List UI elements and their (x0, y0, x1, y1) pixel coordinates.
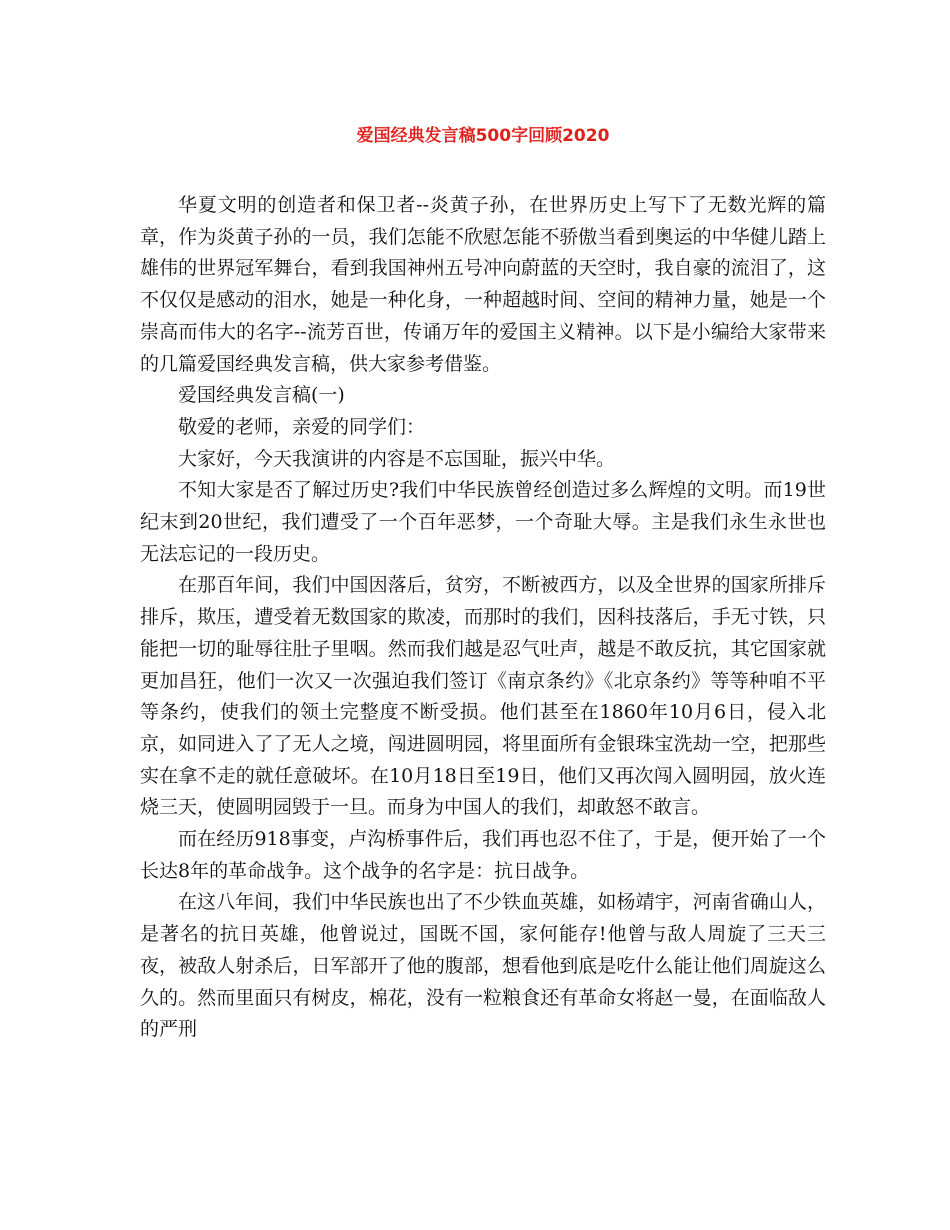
paragraph: 在这八年间，我们中华民族也出了不少铁血英雄，如杨靖宇，河南省确山人，是著名的抗日英雄，他曾说过，国既不国，家何能存!他曾与敌人周旋了三天三夜，被敌人射杀后，日军部开了他的腹部，想看他到底是吃什么能让他们周旋这么久的。然而里面只有树皮，棉花，没有一粒粮食还有革命女将赵一曼，在面临敌人的严刑 (140, 891, 826, 1041)
paragraph: 在那百年间，我们中国因落后，贫穷，不断被西方，以及全世界的国家所排斥排斥，欺压，遭受着无数国家的欺凌，而那时的我们，因科技落后，手无寸铁，只能把一切的耻辱往肚子里咽。然而我们越是忍气吐声，越是不敢反抗，其它国家就更加昌狂，他们一次又一次强迫我们签订《南京条约》《北京条约》等等种咱不平等条约，使我们的领土完整度不断受损。他们甚至在1860年10月6日，侵入北京，如同进入了了无人之境，闯进圆明园，将里面所有金银珠宝洗劫一空，把那些实在拿不走的就任意破坏。在10月18日至19日，他们又再次闯入圆明园，放火连烧三天，使圆明园毁于一旦。而身为中国人的我们，却敢怒不敢言。 (140, 574, 826, 819)
paragraph: 而在经历918事变，卢沟桥事件后，我们再也忍不住了，于是，便开始了一个长达8年的革命战争。这个战争的名字是：抗日战争。 (140, 828, 826, 882)
paragraph-heading: 爱国经典发言稿(一) (178, 384, 345, 407)
document-title: 爱国经典发言稿500字回顾2020 (356, 126, 610, 146)
document-body (140, 190, 826, 1046)
paragraph-salutation: 敬爱的老师，亲爱的同学们： (178, 415, 426, 438)
paragraph-greeting: 大家好，今天我演讲的内容是不忘国耻，振兴中华。 (178, 447, 616, 470)
paragraph: 不知大家是否了解过历史?我们中华民族曾经创造过多么辉煌的文明。而19世纪末到20世纪，我们遭受了一个百年恶梦，一个奇耻大辱。主是我们永生永世也无法忘记的一段历史。 (140, 479, 826, 565)
paragraph-intro: 华夏文明的创造者和保卫者--炎黄子孙，在世界历史上写下了无数光辉的篇章，作为炎黄子孙的一员，我们怎能不欣慰怎能不骄傲当看到奥运的中华健儿踏上雄伟的世界冠军舞台，看到我国神州五号冲向蔚蓝的天空时，我自豪的流泪了，这不仅仅是感动的泪水，她是一种化身，一种超越时间、空间的精神力量，她是一个崇高而伟大的名字--流芳百世，传诵万年的爱国主义精神。以下是小编给大家带来的几篇爱国经典发言稿，供大家参考借鉴。 (140, 194, 826, 375)
